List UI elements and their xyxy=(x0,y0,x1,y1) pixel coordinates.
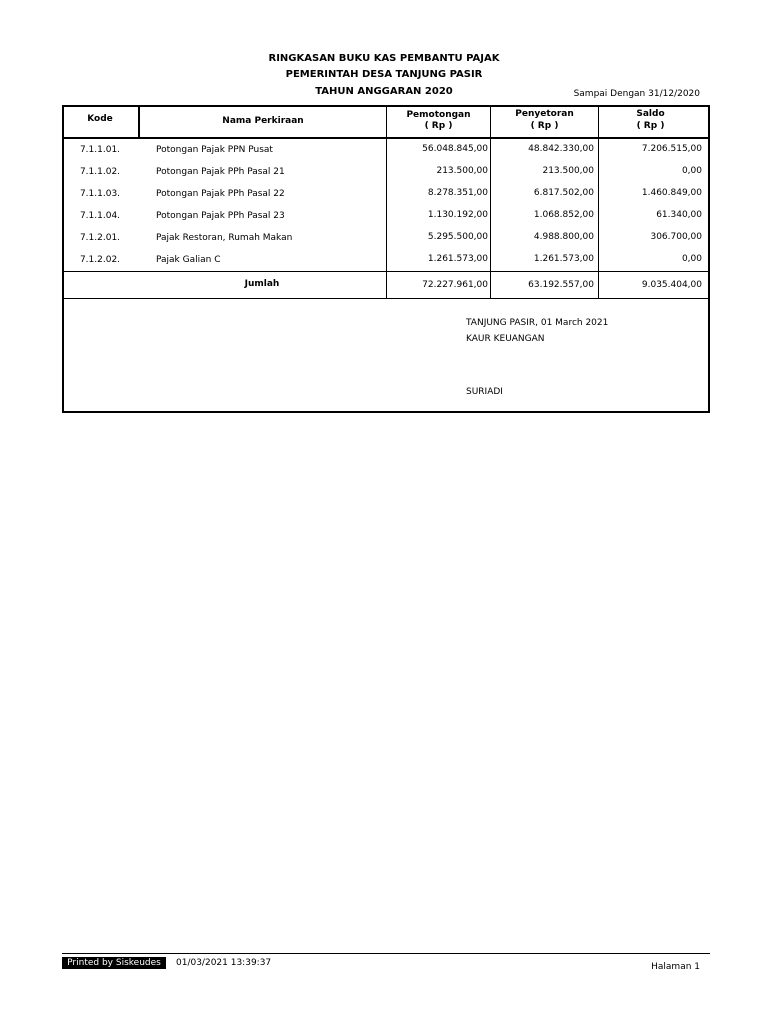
column-header-saldo: Saldo xyxy=(636,109,665,119)
row-saldo: 61.340,00 xyxy=(656,210,702,220)
row-pemotongan: 8.278.351,00 xyxy=(427,188,488,198)
printed-by-badge: Printed by Siskeudes xyxy=(62,957,166,969)
row-saldo: 306.700,00 xyxy=(650,232,702,242)
row-penyetoran: 1.068.852,00 xyxy=(533,210,594,220)
row-pemotongan: 213.500,00 xyxy=(436,166,488,176)
column-header-nama: Nama Perkiraan xyxy=(222,116,304,126)
column-header-pemotongan: Pemotongan xyxy=(406,110,471,120)
signature-place-date: TANJUNG PASIR, 01 March 2021 xyxy=(466,318,609,328)
row-saldo: 0,00 xyxy=(681,254,702,264)
row-nama: Potongan Pajak PPh Pasal 23 xyxy=(156,211,285,221)
row-penyetoran: 1.261.573,00 xyxy=(533,254,594,264)
row-nama: Pajak Galian C xyxy=(156,255,221,265)
column-header-saldo-unit: ( Rp ) xyxy=(636,121,665,131)
row-kode: 7.1.2.02. xyxy=(79,255,121,265)
column-header-penyetoran: Penyetoran xyxy=(515,109,574,119)
row-pemotongan: 1.261.573,00 xyxy=(427,254,488,264)
row-nama: Pajak Restoran, Rumah Makan xyxy=(156,233,293,243)
report-subtitle-village: PEMERINTAH DESA TANJUNG PASIR xyxy=(285,69,483,80)
total-pemotongan: 72.227.961,00 xyxy=(422,280,488,290)
row-pemotongan: 56.048.845,00 xyxy=(422,144,488,154)
row-nama: Potongan Pajak PPh Pasal 22 xyxy=(156,189,285,199)
row-penyetoran: 4.988.800,00 xyxy=(533,232,594,242)
row-pemotongan: 5.295.500,00 xyxy=(427,232,488,242)
page-number: Halaman 1 xyxy=(651,962,700,972)
signature-position: KAUR KEUANGAN xyxy=(466,334,545,344)
footer-divider xyxy=(62,953,710,954)
row-penyetoran: 48.842.330,00 xyxy=(528,144,594,154)
row-kode: 7.1.1.02. xyxy=(79,167,121,177)
report-title: RINGKASAN BUKU KAS PEMBANTU PAJAK xyxy=(268,53,500,64)
row-nama: Potongan Pajak PPh Pasal 21 xyxy=(156,167,285,177)
column-header-pemotongan-unit: ( Rp ) xyxy=(424,121,453,131)
row-saldo: 1.460.849,00 xyxy=(641,188,702,198)
column-divider xyxy=(490,105,491,298)
row-kode: 7.1.1.03. xyxy=(79,189,121,199)
row-saldo: 7.206.515,00 xyxy=(641,144,702,154)
row-saldo: 0,00 xyxy=(681,166,702,176)
row-penyetoran: 6.817.502,00 xyxy=(533,188,594,198)
row-nama: Potongan Pajak PPN Pusat xyxy=(156,145,273,155)
report-period: Sampai Dengan 31/12/2020 xyxy=(573,89,700,99)
column-divider xyxy=(598,105,599,298)
column-divider xyxy=(386,105,387,298)
row-penyetoran: 213.500,00 xyxy=(542,166,594,176)
total-penyetoran: 63.192.557,00 xyxy=(528,280,594,290)
column-header-penyetoran-unit: ( Rp ) xyxy=(530,121,559,131)
column-header-kode: Kode xyxy=(87,114,113,124)
row-kode: 7.1.1.04. xyxy=(79,211,121,221)
row-kode: 7.1.1.01. xyxy=(79,145,121,155)
print-timestamp: 01/03/2021 13:39:37 xyxy=(176,958,272,968)
total-label: Jumlah xyxy=(244,279,280,289)
row-pemotongan: 1.130.192,00 xyxy=(427,210,488,220)
total-divider xyxy=(62,298,710,299)
total-saldo: 9.035.404,00 xyxy=(641,280,702,290)
signature-name: SURIADI xyxy=(466,387,503,397)
report-subtitle-year: TAHUN ANGGARAN 2020 xyxy=(315,86,453,97)
row-kode: 7.1.2.01. xyxy=(79,233,121,243)
